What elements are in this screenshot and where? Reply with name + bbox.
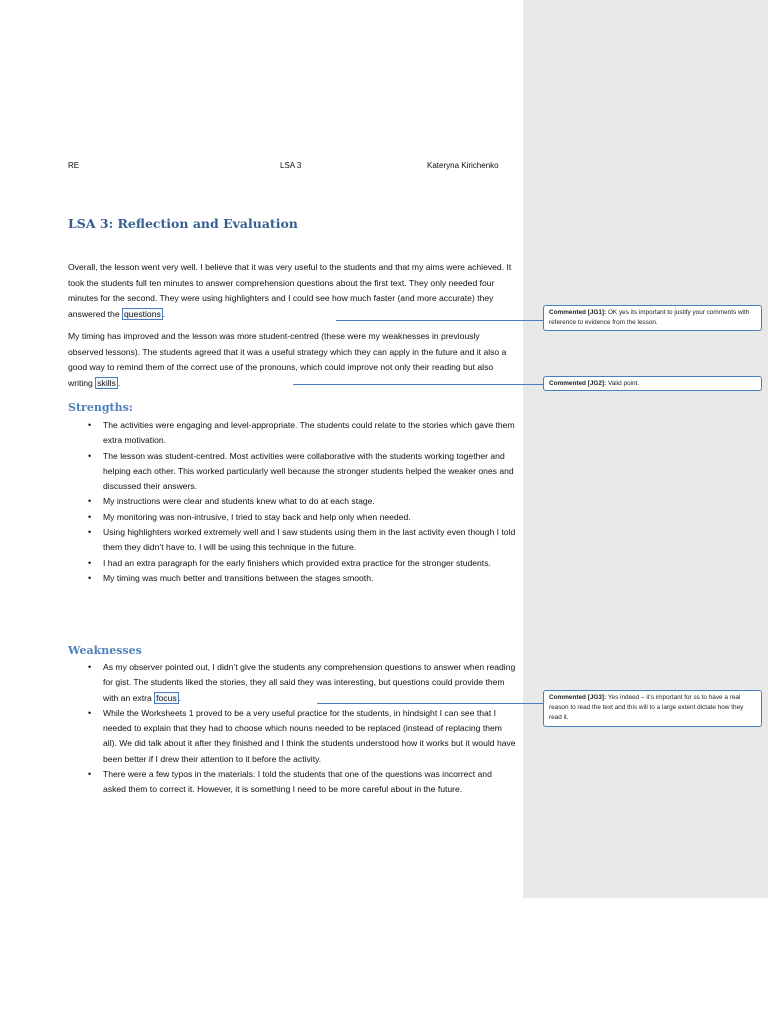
comment-connector-jg1 [336, 320, 543, 321]
comment-text: Yes indeed – it’s important for ss to have a real reason to read the text and this will to a large extent dictate how they read it. [549, 694, 744, 721]
weaknesses-list [68, 660, 516, 798]
list-item [68, 418, 516, 449]
list-item-text: The lesson was student-centred. Most activities were collaborative with the students working together and helping each other. This worked particularly well because the stronger students helped the weaker ones and discussed their answers. [103, 450, 514, 492]
paragraph-timing [68, 329, 516, 391]
list-item-text: As my observer pointed out, I didn’t give the students any comprehension questions to answer when reading for gist. The students liked the stories, they all said they was interesting, but questions could provide them with an extra [103, 662, 516, 703]
document-title: LSA 3: Reflection and Evaluation [68, 216, 298, 231]
comment-text: Valid point. [607, 380, 640, 387]
weaknesses-heading: Weaknesses [68, 644, 142, 657]
list-item [68, 494, 516, 509]
list-item [68, 510, 516, 525]
comment-anchor-jg1[interactable]: questions [123, 308, 161, 319]
comment-anchor-jg3[interactable]: focus [156, 692, 177, 703]
list-item-text: My instructions were clear and students knew what to do at each stage. [103, 496, 375, 507]
bullet-icon: • [88, 496, 92, 507]
list-item [68, 767, 516, 798]
list-item [68, 525, 516, 556]
comment-tag: Commented [JG1]: [549, 309, 607, 316]
header-middle: LSA 3 [280, 161, 302, 170]
list-item-text-end: . [178, 692, 182, 703]
header-left: RE [68, 161, 80, 170]
paragraph-overall [68, 260, 516, 322]
paragraph-text-end: . [117, 377, 121, 388]
comment-tag: Commented [JG3]: [549, 694, 607, 701]
list-item [68, 706, 516, 767]
comment-balloon-jg3[interactable] [543, 690, 762, 727]
strengths-list [68, 418, 516, 586]
list-item [68, 556, 516, 571]
comment-tag: Commented [JG2]: [549, 380, 607, 387]
strengths-heading: Strengths: [68, 401, 133, 414]
list-item-text: There were a few typos in the materials. I told the students that one of the questions was incorrect and asked them to correct it. However, it is something I need to be more careful about in the future. [103, 769, 492, 795]
comment-pane [523, 0, 768, 898]
comment-text: OK yes its important to justify your comments with reference to evidence from the lesson. [549, 309, 750, 326]
list-item [68, 660, 516, 706]
list-item-text: My monitoring was non-intrusive, I tried to stay back and help only when needed. [103, 511, 411, 522]
page-header [68, 161, 518, 173]
comment-anchor-jg2[interactable]: skills [97, 377, 116, 388]
bullet-icon: • [88, 420, 92, 430]
bullet-icon: • [88, 557, 92, 568]
bullet-icon: • [88, 572, 92, 583]
paragraph-text: Overall, the lesson went very well. I believe that it was very useful to the students and that my aims were achieved. It took the students full ten minutes to answer comprehension questions about the first text. They only needed four minutes for the second. They were using highlighters and I could see how much faster (and more accurate) they answered the [68, 262, 512, 319]
comment-connector-jg2 [293, 384, 543, 385]
list-item-text: While the Worksheets 1 proved to be a very useful practice for the students, in hindsight I can see that I needed to explain that they had to choose which nouns needed to be replaced (instead of replacing them all). We did talk about it after they finished and I think the students understood how it works but it would have been better if I drew their attention to it before the activity. [103, 707, 516, 764]
list-item [68, 571, 516, 586]
list-item-text: My timing was much better and transitions between the stages smooth. [103, 572, 374, 583]
list-item-text: I had an extra paragraph for the early finishers which provided extra practice for the stronger students. [103, 557, 491, 568]
list-item [68, 449, 516, 495]
bullet-icon: • [88, 450, 92, 461]
comment-balloon-jg1[interactable] [543, 305, 762, 331]
bullet-icon: • [88, 527, 92, 538]
bullet-icon: • [88, 511, 92, 522]
bullet-icon: • [88, 769, 92, 780]
comment-balloon-jg2[interactable] [543, 376, 762, 391]
paragraph-text: My timing has improved and the lesson was more student-centred (these were my weaknesses in previously observed lessons). The students agreed that it was a useful strategy which they can apply in the future and it also a good way to remind them of the correct use of the pronouns, which could improve not only their reading but also writing [68, 331, 507, 388]
bullet-icon: • [88, 662, 92, 672]
list-item-text: The activities were engaging and level-appropriate. The students could relate to the stories which gave them extra motivation. [103, 420, 515, 446]
comment-connector-jg3 [317, 703, 543, 704]
paragraph-text-end: . [162, 308, 166, 319]
bullet-icon: • [88, 707, 92, 718]
list-item-text: Using highlighters worked extremely well and I saw students using them in the last activity even though I told them they didn’t have to. I will be using this technique in the future. [103, 527, 516, 553]
header-author: Kateryna Kirichenko [427, 161, 499, 170]
